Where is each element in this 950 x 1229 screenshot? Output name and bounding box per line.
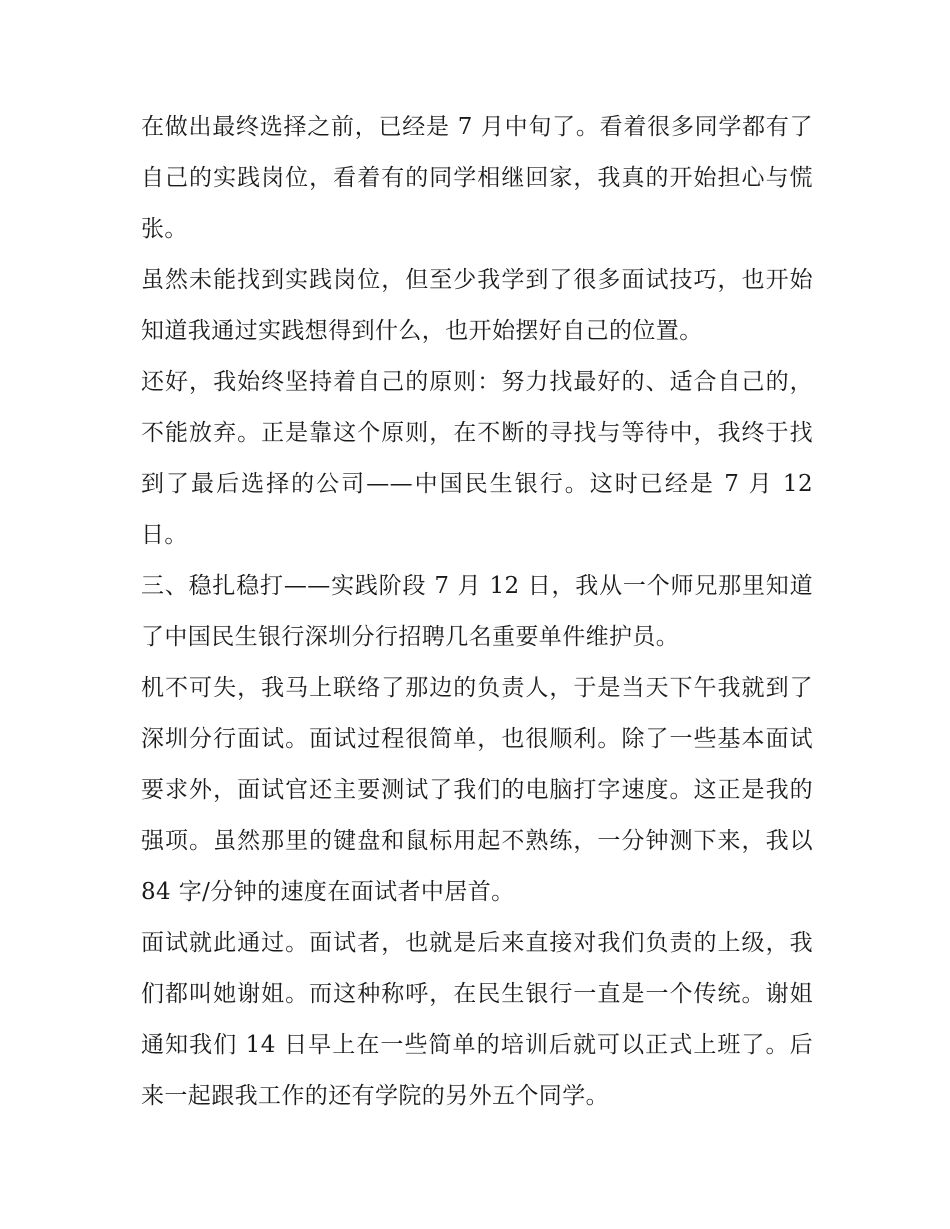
- document-body: [141, 102, 813, 1122]
- paragraph-4: 三、稳扎稳打——实践阶段 7 月 12 日，我从一个师兄那里知道了中国民生银行深圳分行招聘几名重要单件维护员。: [141, 573, 813, 650]
- paragraph-3: 还好，我始终坚持着自己的原则：努力找最好的、适合自己的，不能放弃。正是靠这个原则，在不断的寻找与等待中，我终于找到了最后选择的公司——中国民生银行。这时已经是 7 月 12 日。: [141, 369, 813, 548]
- paragraph-1: 在做出最终选择之前，已经是 7 月中旬了。看着很多同学都有了自己的实践岗位，看着有的同学相继回家，我真的开始担心与慌张。: [141, 114, 813, 242]
- paragraph-2: 虽然未能找到实践岗位，但至少我学到了很多面试技巧，也开始知道我通过实践想得到什么，也开始摆好自己的位置。: [141, 267, 813, 344]
- paragraph-5: 机不可失，我马上联络了那边的负责人，于是当天下午我就到了深圳分行面试。面试过程很简单，也很顺利。除了一些基本面试要求外，面试官还主要测试了我们的电脑打字速度。这正是我的强项。虽然那里的键盘和鼠标用起不熟练，一分钟测下来，我以 84 字/分钟的速度在面试者中居首。: [141, 675, 813, 905]
- paragraph-6: 面试就此通过。面试者，也就是后来直接对我们负责的上级，我们都叫她谢姐。而这种称呼，在民生银行一直是一个传统。谢姐通知我们 14 日早上在一些简单的培训后就可以正式上班了。后来一起跟我工作的还有学院的另外五个同学。: [141, 930, 813, 1109]
